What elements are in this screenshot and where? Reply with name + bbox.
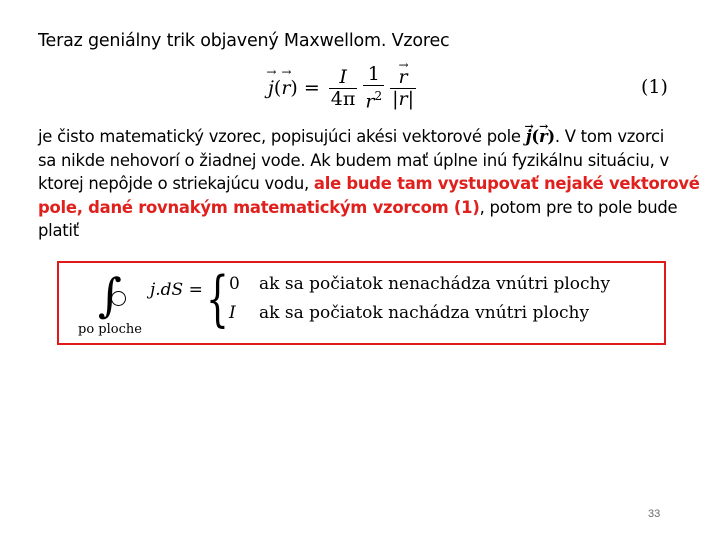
case-2-text: ak sa počiatok nachádza vnútri plochy [259,303,590,323]
eq1-j-vector: → j [268,77,274,99]
equation-1 [268,60,419,116]
equation-number: (1) [641,76,668,98]
paragraph-line-1 [38,125,688,149]
case-2-value: I [229,303,236,323]
eq1-fraction-3 [390,67,416,110]
eq1-frac1-denominator: 4π [330,87,356,110]
para-line3-highlight: ale bude tam vystupovať nejaké vektorové [313,174,700,194]
eq1-frac2-numerator: 1 [367,62,380,85]
para-j-vector: → j [526,125,532,149]
surface-integral-symbol: ∫ [98,268,122,322]
case-2 [229,303,589,323]
paragraph-line-5: platiť [38,221,79,241]
para-line4-highlight: pole, dané rovnakým matematickým vzorcom (1) [38,197,480,217]
cases-brace: { [206,264,229,334]
para-close-paren: ) [547,127,555,146]
para-line1-suffix: . V tom vzorci [554,127,665,146]
case-1 [229,274,610,294]
paragraph-line-2: sa nikde nehovorí o žiadnej vode. Ak budem mať úplne inú fyzikálnu situáciu, v [38,150,670,170]
para-open-paren: ( [531,127,539,146]
eq1-fraction-1 [329,67,358,110]
integrand: j.dS = [150,280,203,300]
page-number: 33 [648,508,661,520]
paragraph-line-4 [38,196,688,220]
integral-circle-icon [111,291,126,306]
case-1-text: ak sa počiatok nenachádza vnútri plochy [259,274,611,294]
intro-text: Teraz geniálny trik objavený Maxwellom. Vzorec [38,31,450,51]
eq1-frac3-denominator: |r| [392,87,414,110]
eq1-r-vector: → r [281,77,290,99]
eq1-frac2-den-base: r [365,90,375,113]
paragraph [38,125,700,243]
eq1-frac1-numerator: I [339,65,347,88]
eq1-close-paren-equals: ) = [290,77,320,99]
eq1-fraction-2 [363,64,384,112]
eq1-frac2-denominator [363,85,384,112]
paragraph-line-3 [38,172,700,196]
case-1-value: 0 [229,274,240,294]
para-line1-prefix: je čisto matematický vzorec, popisujúci akési vektorové pole [38,127,526,146]
eq1-frac2-den-exponent: 2 [374,88,383,103]
eq1-frac3-numerator: → r [397,67,410,88]
para-line4-suffix: , potom pre to pole bude [479,197,678,217]
integral-subscript: po ploche [78,322,142,337]
eq1-open-paren: ( [273,77,282,99]
para-r-vector: → r [539,125,547,149]
para-line3-prefix: ktorej nepôjde o striekajúcu vodu, [38,174,314,194]
